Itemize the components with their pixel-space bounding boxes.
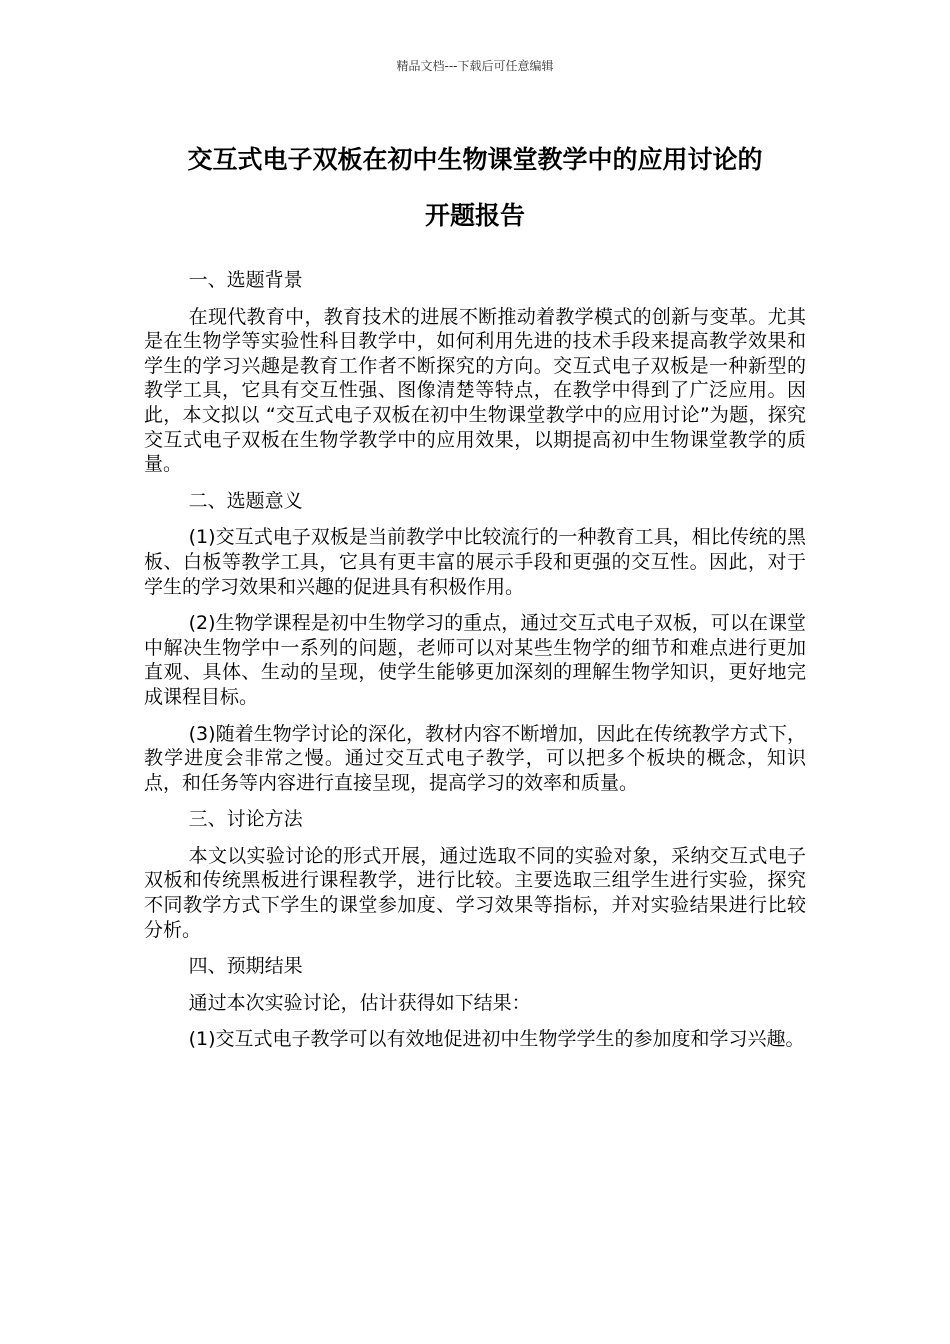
paragraph-expected-intro: 通过本次实验讨论，估计获得如下结果： (188, 991, 531, 1014)
document-title (130, 132, 820, 244)
paragraph-significance-2: (2)生物学课程是初中生物学习的重点，通过交互式电子双板，可以在课堂中解决生物学中一系列的问题，老师可以对某些生物学的细节和难点进行更加直观、具体、生动的呈现，使学生能够更加深刻的理解生物学知识，更好地完成课程目标。 (144, 612, 806, 708)
title-line-2: 开题报告 (424, 201, 525, 230)
section-heading-significance: 二、选题意义 (188, 489, 303, 512)
paragraph-background: 在现代教育中，教育技术的进展不断推动着教学模式的创新与变革。尤其是在生物学等实验性科目教学中，如何利用先进的技术手段来提高教学效果和学生的学习兴趣是教育工作者不断探究的方向。交互式电子双板是一种新型的教学工具，它具有交互性强、图像清楚等特点，在教学中得到了广泛应用。因此，本文拟以 “交互式电子双板在初中生物课堂教学中的应用讨论”为题，探究交互式电子双板在生物学教学中的应用效果，以期提高初中生物课堂教学的质量。 (144, 305, 806, 476)
title-line-1: 交互式电子双板在初中生物课堂教学中的应用讨论的 (187, 145, 763, 174)
section-heading-expected-results: 四、预期结果 (188, 955, 303, 978)
paragraph-significance-3: (3)随着生物学讨论的深化，教材内容不断增加，因此在传统教学方式下，教学进度会非常之慢。通过交互式电子教学，可以把多个板块的概念，知识点，和任务等内容进行直接呈现，提高学习的效率和质量。 (144, 722, 806, 794)
section-heading-background: 一、选题背景 (188, 269, 303, 291)
paragraph-significance-1: (1)交互式电子双板是当前教学中比较流行的一种教育工具，相比传统的黑板、白板等教学工具，它具有更丰富的展示手段和更强的交互性。因此，对于学生的学习效果和兴趣的促进具有积极作用。 (144, 526, 806, 598)
paragraph-method: 本文以实验讨论的形式开展，通过选取不同的实验对象，采纳交互式电子双板和传统黑板进行课程教学，进行比较。主要选取三组学生进行实验，探究不同教学方式下学生的课堂参加度、学习效果等指标，并对实验结果进行比较分析。 (144, 844, 806, 941)
header-note: 精品文档---下载后可任意编辑 (396, 59, 554, 73)
section-heading-method: 三、讨论方法 (188, 808, 303, 831)
document-body (144, 268, 806, 1064)
paragraph-expected-1: (1)交互式电子教学可以有效地促进初中生物学学生的参加度和学习兴趣。 (188, 1028, 805, 1051)
